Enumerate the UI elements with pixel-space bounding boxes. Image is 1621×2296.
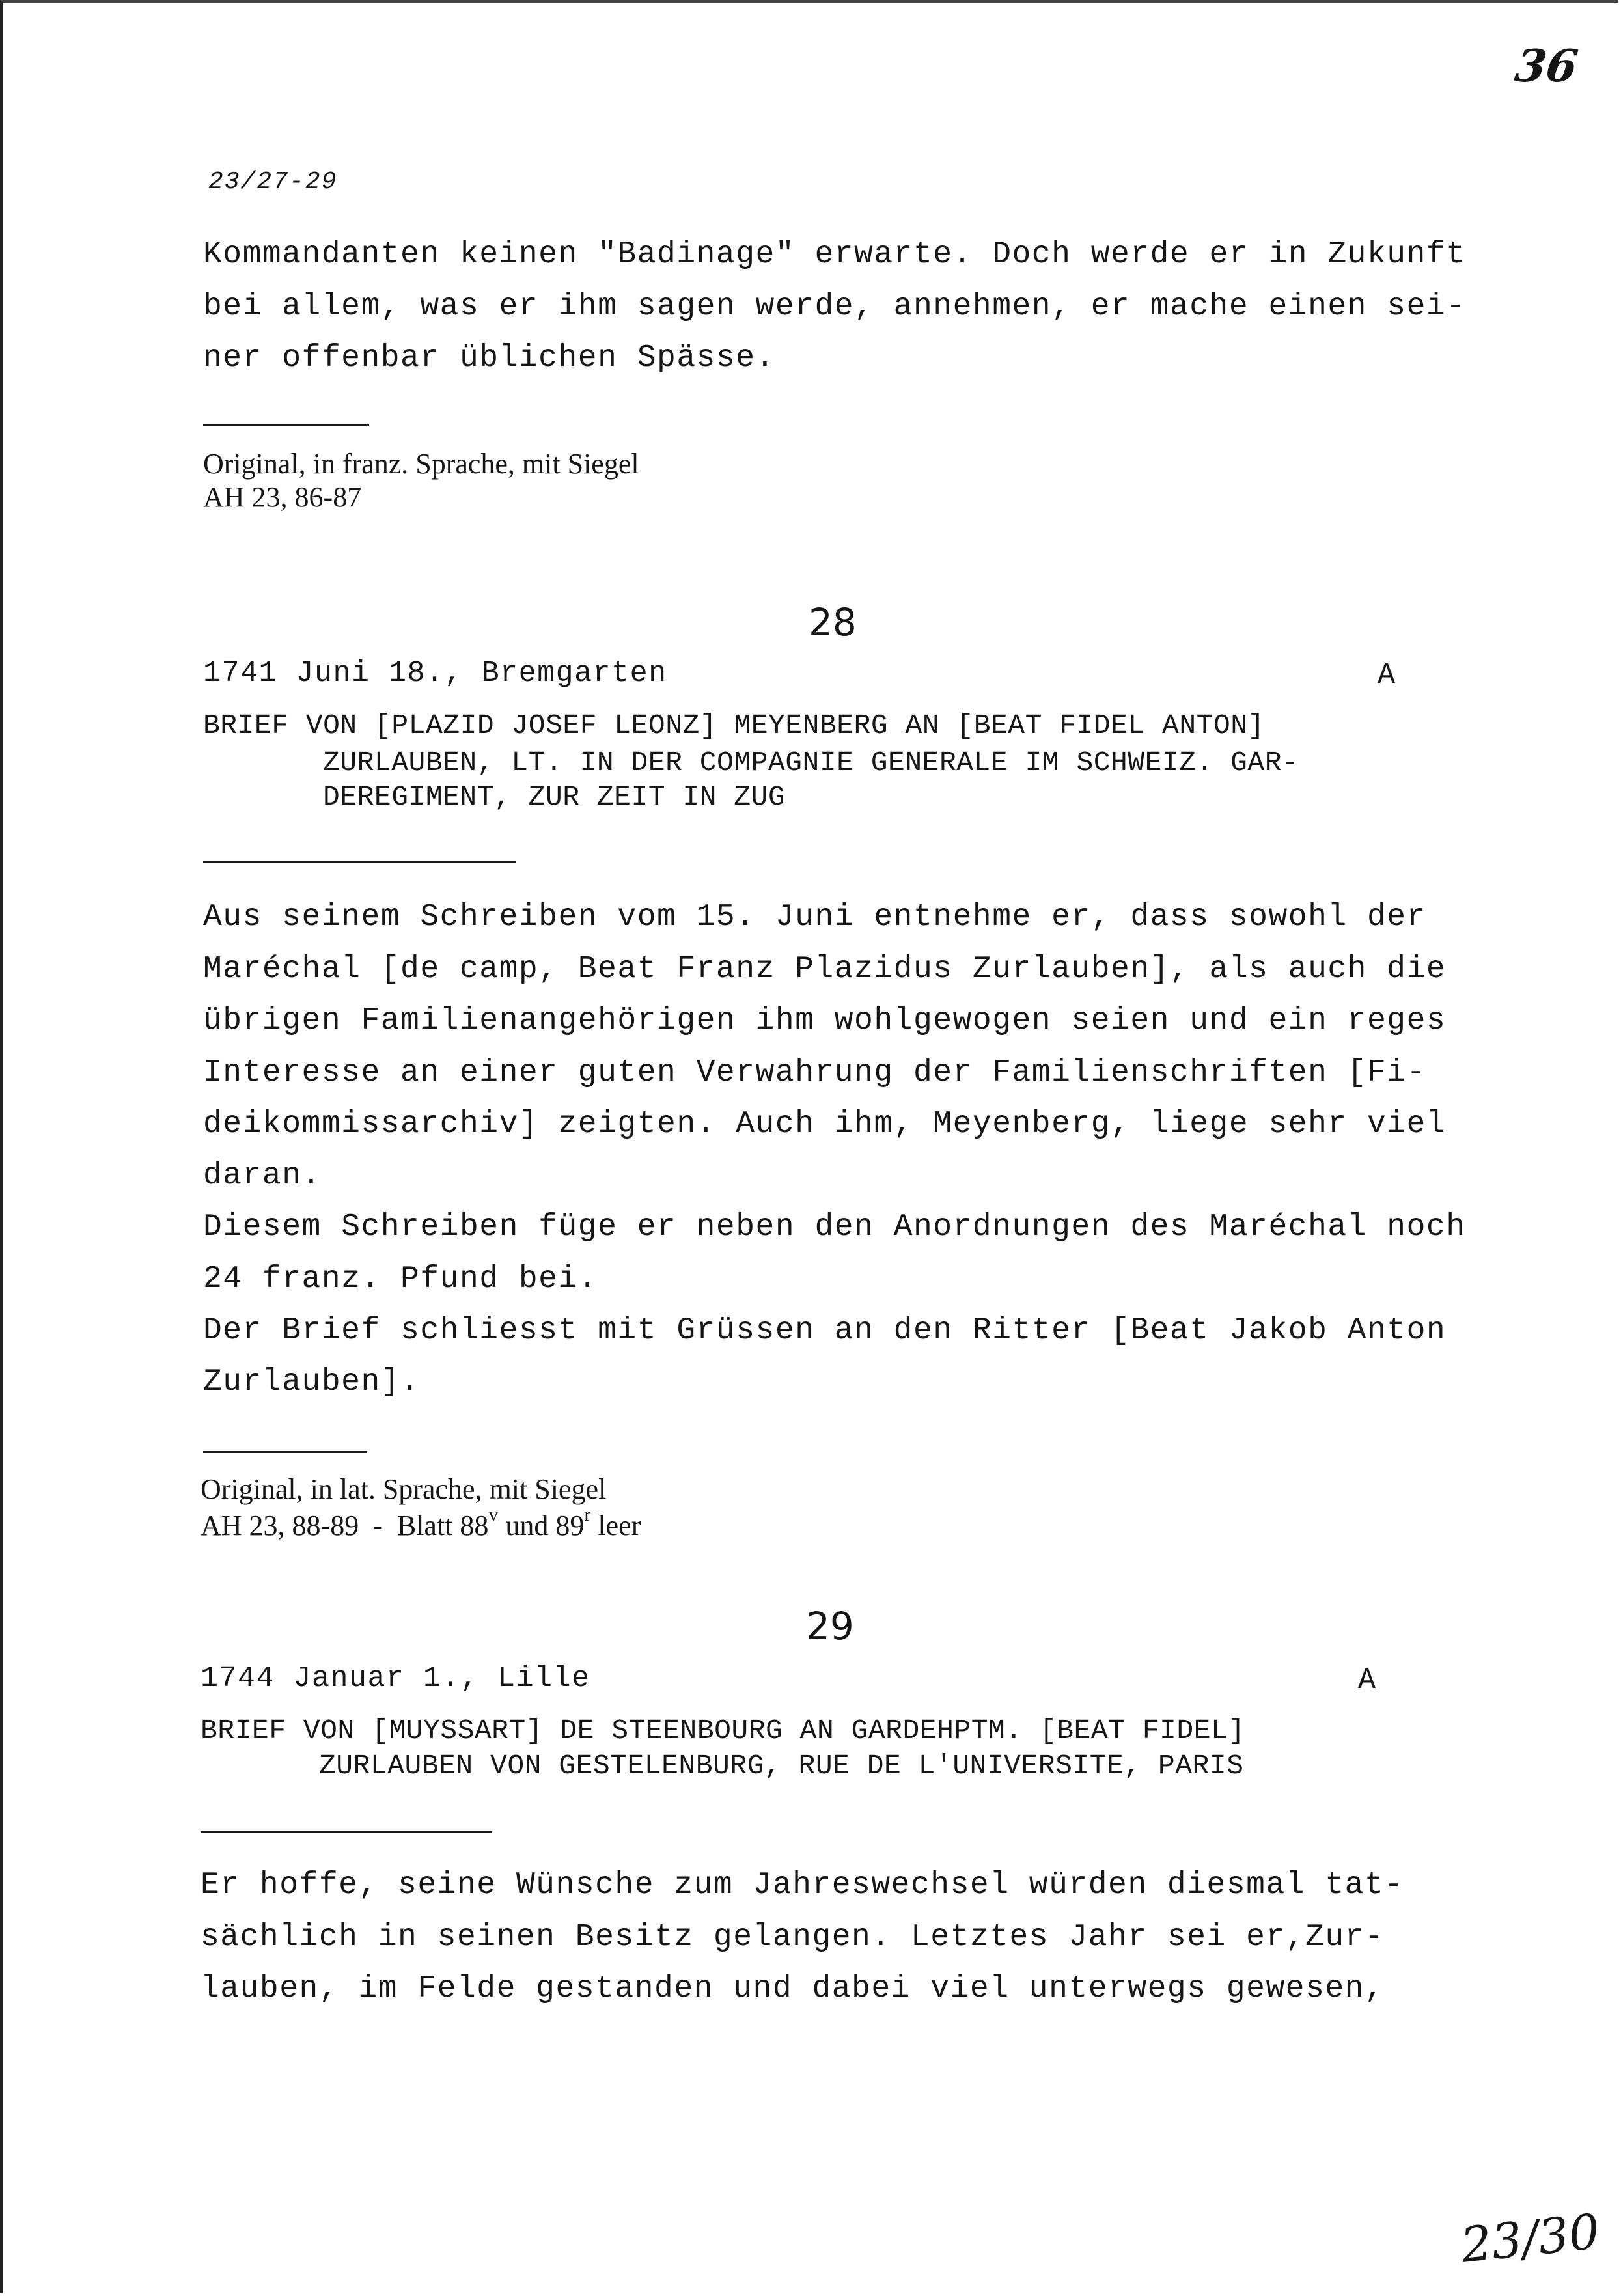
heading-rule	[203, 861, 516, 863]
text-line: Maréchal [de camp, Beat Franz Plazidus Zurlauben], als auch die	[203, 952, 1447, 987]
text-line: Er hoffe, seine Wünsche zum Jahreswechsel würden diesmal tat-	[201, 1868, 1404, 1903]
entry-number: 29	[806, 1604, 854, 1648]
text-line: Interesse an einer guten Verwahrung der Familienschriften [Fi-	[203, 1055, 1426, 1090]
text-line: daran.	[203, 1158, 322, 1193]
entry-heading-line: ZURLAUBEN, LT. IN DER COMPAGNIE GENERALE IM SCHWEIZ. GAR-	[323, 747, 1299, 779]
note-line-part: und 89	[498, 1510, 585, 1542]
text-line: übrigen Familienangehörigen ihm wohlgewogen seien und ein reges	[203, 1003, 1447, 1038]
footnote-rule	[203, 424, 369, 426]
text-line: sächlich in seinen Besitz gelangen. Letztes Jahr sei er,Zur-	[201, 1920, 1385, 1955]
text-line: deikommissarchiv] zeigten. Auch ihm, Meyenberg, liege sehr viel	[203, 1107, 1447, 1142]
note-line: Original, in franz. Sprache, mit Siegel	[203, 448, 639, 480]
superscript-r: r	[584, 1504, 591, 1525]
note-line-part: leer	[590, 1510, 641, 1542]
text-line: Aus seinem Schreiben vom 15. Juni entnehme er, dass sowohl der	[203, 900, 1426, 935]
note-line-part: AH 23, 88-89 - Blatt 88	[201, 1510, 489, 1542]
entry-heading-line: BRIEF VON [MUYSSART] DE STEENBOURG AN GARDEHPTM. [BEAT FIDEL]	[201, 1715, 1245, 1747]
note-line	[201, 1504, 641, 1542]
text-line: Kommandanten keinen "Badinage" erwarte. Doch werde er in Zukunft	[203, 237, 1466, 272]
text-line: Zurlauben].	[203, 1364, 421, 1400]
text-line: 24 franz. Pfund bei.	[203, 1262, 598, 1297]
entry-heading-line: BRIEF VON [PLAZID JOSEF LEONZ] MEYENBERG AN [BEAT FIDEL ANTON]	[203, 710, 1265, 741]
entry-heading-line: ZURLAUBEN VON GESTELENBURG, RUE DE L'UNIVERSITE, PARIS	[319, 1750, 1244, 1782]
entry-class: A	[1358, 1664, 1377, 1697]
text-line: Diesem Schreiben füge er neben den Anordnungen des Maréchal noch	[203, 1210, 1466, 1245]
superscript-v: v	[488, 1504, 499, 1525]
reference-number: 23/27-29	[208, 168, 338, 196]
entry-date-place: 1744 Januar 1., Lille	[201, 1662, 590, 1695]
archive-stamp: 23/30	[1458, 2204, 1603, 2274]
text-line: ner offenbar üblichen Spässe.	[203, 340, 775, 376]
heading-rule	[201, 1831, 492, 1833]
text-line: Der Brief schliesst mit Grüssen an den Ritter [Beat Jakob Anton	[203, 1313, 1447, 1348]
entry-class: A	[1378, 659, 1396, 692]
text-line: lauben, im Felde gestanden und dabei viel unterwegs gewesen,	[201, 1971, 1385, 2006]
text-line: bei allem, was er ihm sagen werde, annehmen, er mache einen sei-	[203, 289, 1466, 324]
entry-heading-line: DEREGIMENT, ZUR ZEIT IN ZUG	[323, 781, 786, 813]
page-number: 36	[1512, 40, 1581, 92]
entry-date-place: 1741 Juni 18., Bremgarten	[203, 657, 667, 690]
entry-number: 28	[809, 600, 857, 644]
footnote-rule	[203, 1451, 367, 1453]
note-line: Original, in lat. Sprache, mit Siegel	[201, 1473, 607, 1505]
note-line: AH 23, 86-87	[203, 481, 362, 513]
